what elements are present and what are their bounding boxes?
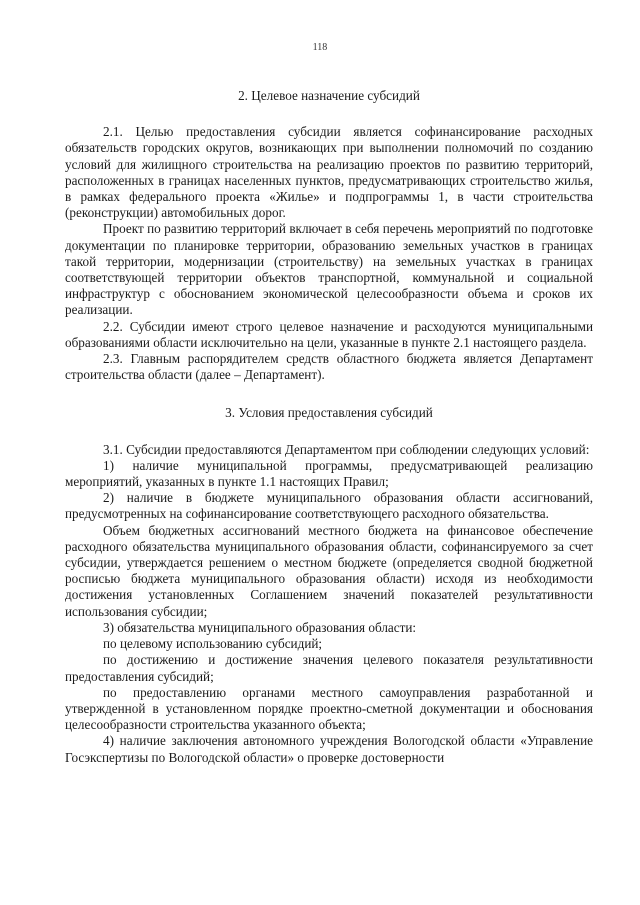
condition-2: 2) наличие в бюджете муниципального образования области ассигнований, предусмотренных на софинансирование соответствующего расходного обязательства. <box>65 490 593 522</box>
paragraph-2-2: 2.2. Субсидии имеют строго целевое назначение и расходуются муниципальными образованиями области исключительно на цели, указанные в пункте 2.1 настоящего раздела. <box>65 318 593 350</box>
obligation-target-use: по целевому использованию субсидий; <box>103 636 323 652</box>
condition-3: 3) обязательства муниципального образования области: <box>103 619 417 635</box>
page-number: 118 <box>312 42 328 53</box>
document-body <box>65 88 593 766</box>
section-2-heading: 2. Целевое назначение субсидий <box>238 88 420 103</box>
paragraph-project-description: Проект по развитию территорий включает в себя перечень мероприятий по подготовке документации по планировке территории, образованию земельных участков в границах такой территории, модернизации (строительству) на земельных участках в границах соответствующей территории объектов транспортной, коммунальной и социальной инфраструктур с обоснованием экономической целесообразности объема и сроков их реализации. <box>65 221 593 318</box>
paragraph-3-1: 3.1. Субсидии предоставляются Департаментом при соблюдении следующих условий: <box>103 441 590 457</box>
paragraph-2-3: 2.3. Главным распорядителем средств областного бюджета является Департамент строительства области (далее – Департамент). <box>65 351 593 383</box>
paragraph-budget-volume: Объем бюджетных ассигнований местного бюджета на финансовое обеспечение расходного обязательства муниципального образования области, софинансируемого за счет субсидии, утверждается решением о местном бюджете (определяется сводной бюджетной росписью бюджета муниципального образования области) исходя из необходимости достижения установленных Соглашением значений показателей результативности использования субсидии; <box>65 522 593 619</box>
obligation-indicator: по достижению и достижение значения целевого показателя результативности предоставления субсидий; <box>65 652 593 684</box>
condition-1: 1) наличие муниципальной программы, предусматривающей реализацию мероприятий, указанных в пункте 1.1 настоящих Правил; <box>65 457 593 490</box>
obligation-documentation: по предоставлению органами местного самоуправления разработанной и утвержденной в установленном порядке проектно-сметной документации и обоснования целесообразности строительства указанного объекта; <box>65 684 593 733</box>
paragraph-2-1: 2.1. Целью предоставления субсидии является софинансирование расходных обязательств городских округов, возникающих при выполнении полномочий по созданию условий для жилищного строительства на реализацию проектов по развитию территорий, расположенных в границах населенных пунктов, предусматривающих строительство жилья, в рамках федерального проекта «Жилье» и подпрограммы 1, в части строительства (реконструкции) автомобильных дорог. <box>65 124 593 221</box>
section-3-heading: 3. Условия предоставления субсидий <box>225 405 433 421</box>
condition-4: 4) наличие заключения автономного учреждения Вологодской области «Управление Госэкспертизы по Вологодской области» о проверке достоверности <box>65 733 593 765</box>
